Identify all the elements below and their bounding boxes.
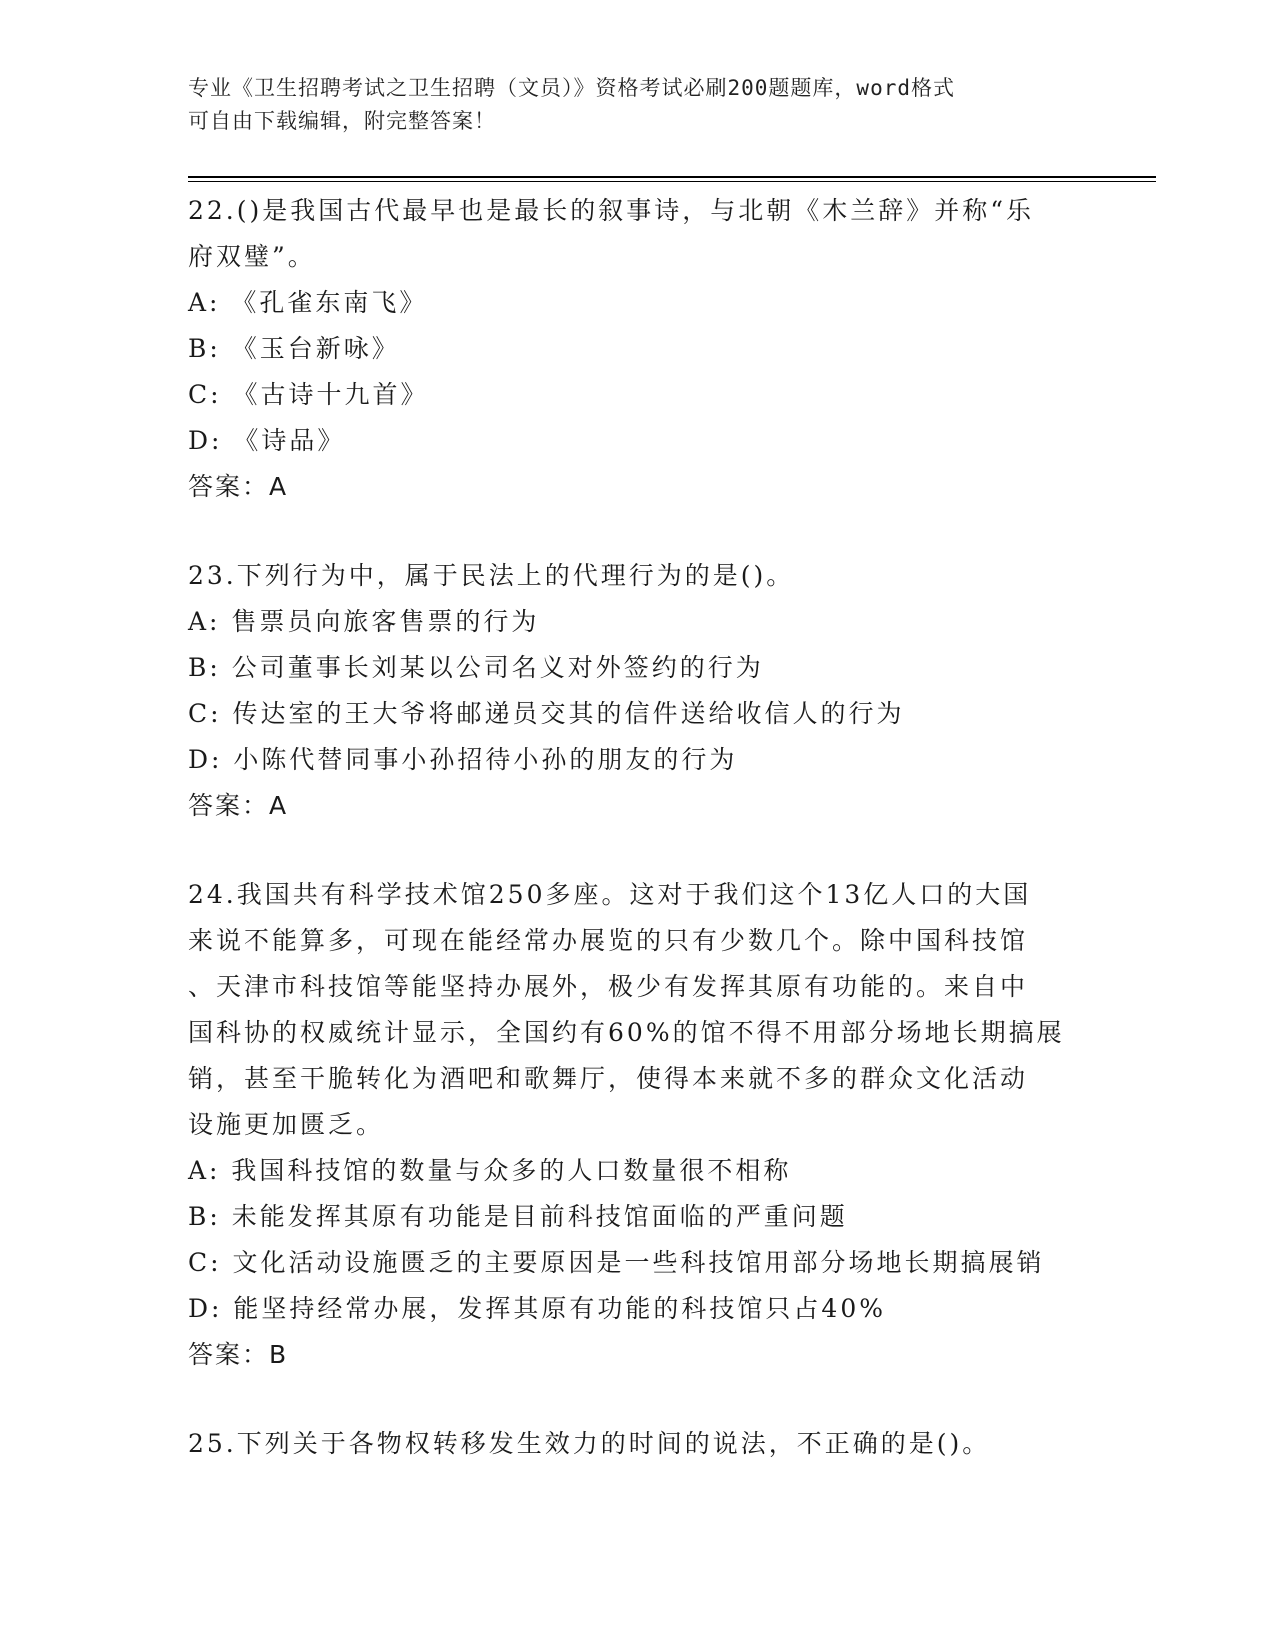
question-23 [188,553,1088,829]
question-stem: 销，甚至干脆转化为酒吧和歌舞厅，使得本来就不多的群众文化活动 [188,1064,1029,1093]
question-stem: 设施更加匮乏。 [188,1110,385,1139]
option-d: D: 小陈代替同事小孙招待小孙的朋友的行为 [188,745,738,774]
question-stem: 国科协的权威统计显示，全国约有60%的馆不得不用部分场地长期搞展 [188,1018,1065,1047]
question-stem: 25.下列关于各物权转移发生效力的时间的说法，不正确的是()。 [188,1429,991,1458]
header-rule-thick [188,176,1156,178]
answer-line: 答案：A [188,472,289,501]
question-stem: 24.我国共有科学技术馆250多座。这对于我们这个13亿人口的大国 [188,880,1032,909]
option-b: B: 《玉台新咏》 [188,334,400,363]
spacer [188,510,1088,553]
option-a: A: 售票员向旅客售票的行为 [188,607,540,636]
option-d: D: 《诗品》 [188,426,346,455]
header-rule-thin [188,181,1156,182]
header-line-1: 专业《卫生招聘考试之卫生招聘（文员）》资格考试必刷200题题库，word格式 [188,76,955,100]
header-line-2: 可自由下载编辑，附完整答案！ [188,109,496,133]
option-c: C: 传达室的王大爷将邮递员交其的信件送给收信人的行为 [188,699,905,728]
question-stem: 来说不能算多，可现在能经常办展览的只有少数几个。除中国科技馆 [188,926,1029,955]
question-25 [188,1421,1088,1467]
option-b: B: 公司董事长刘某以公司名义对外签约的行为 [188,653,764,682]
answer-line: 答案：B [188,1340,289,1369]
question-stem: 23.下列行为中，属于民法上的代理行为的是()。 [188,561,795,590]
option-b: B: 未能发挥其原有功能是目前科技馆面临的严重问题 [188,1202,848,1231]
question-stem: 府双璧”。 [188,242,316,271]
spacer [188,1378,1088,1421]
answer-line: 答案：A [188,791,289,820]
option-a: A: 我国科技馆的数量与众多的人口数量很不相称 [188,1156,792,1185]
spacer [188,829,1088,872]
option-d: D: 能坚持经常办展，发挥其原有功能的科技馆只占40% [188,1294,886,1323]
question-stem: 22.()是我国古代最早也是最长的叙事诗，与北朝《木兰辞》并称“乐 [188,196,1035,225]
option-c: C: 文化活动设施匮乏的主要原因是一些科技馆用部分场地长期搞展销 [188,1248,1045,1277]
option-a: A: 《孔雀东南飞》 [188,288,428,317]
document-header [188,72,1088,138]
question-22 [188,188,1088,510]
option-c: C: 《古诗十九首》 [188,380,429,409]
question-list [188,188,1088,1467]
question-stem: 、天津市科技馆等能坚持办展外，极少有发挥其原有功能的。来自中 [188,972,1029,1001]
question-24 [188,872,1088,1378]
